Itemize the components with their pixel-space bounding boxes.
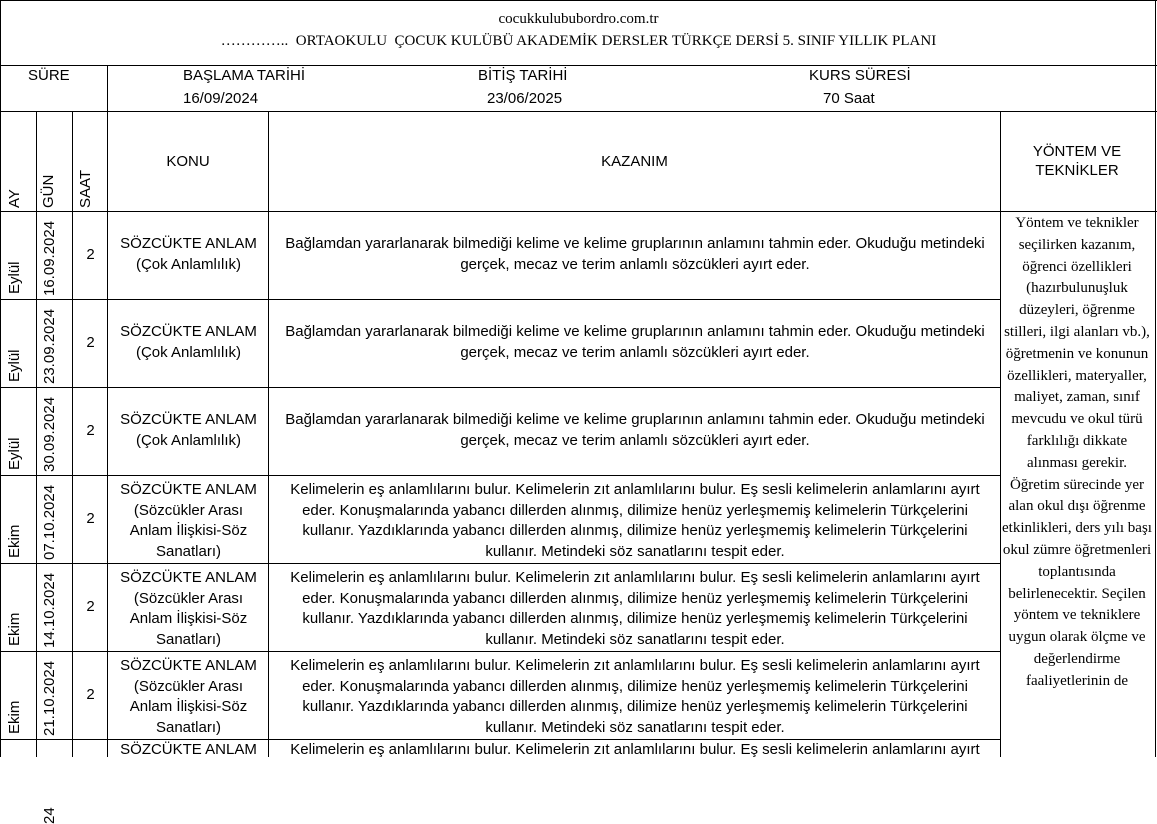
row-konu-line-4: Sanatları) xyxy=(155,718,222,736)
row-kazanim-line-4: kullanır. Metindeki söz sanatlarını tespit eder. xyxy=(485,542,785,560)
divider-header xyxy=(0,65,1157,66)
col-divider-kazanim xyxy=(1000,111,1001,757)
col-header-gun: GÜN xyxy=(40,174,57,208)
border-top xyxy=(0,0,1157,1)
course-label: KURS SÜRESİ xyxy=(809,67,911,84)
row-konu-line-4: Sanatları) xyxy=(155,630,222,648)
row-konu-line-3: Anlam İlişkisi-Söz xyxy=(129,522,248,539)
row-konu-line-2: (Çok Anlamlılık) xyxy=(135,343,242,361)
row-ay: Ekim xyxy=(6,612,23,646)
row-gun: 23.09.2024 xyxy=(41,308,58,384)
row-divider xyxy=(0,563,1000,564)
yontem-text: Yöntem ve teknikler seçilirken kazanım, öğrenci özellikleri (hazırbulunuşluk düzeyleri, öğrenme stilleri, ilgi alanları vb.), öğretmenin ve konunun özellikleri, materyaller, maliyet, zaman, sınıf mevcudu ve okul türü farklılığı dikkate alınması gerekir. Öğretim sürecinde yer alan okul dışı öğrenme etkinlikleri, ders yılı başı okul zümre öğretmenleri toplantısında belirlenecektir. Seçilen yöntem ve tekniklere uygun olarak ölçme ve değerlendirme faaliyetlerinin de xyxy=(1002,215,1152,689)
row-kazanim-line-2: eder. Konuşmalarında yabancı dillerden alınmış, dilimize henüz yerleşmemiş kelimelerin Türkçelerini xyxy=(302,589,968,607)
row-kazanim-line-2: eder. Konuşmalarında yabancı dillerden alınmış, dilimize henüz yerleşmemiş kelimelerin Türkçelerini xyxy=(302,677,968,695)
start-value: 16/09/2024 xyxy=(183,90,259,107)
row-kazanim-line-3: kullanır. Yazdıklarında yabancı dillerden alınmış, dilimize henüz yerleşmemiş kelimelerin Türkçelerini xyxy=(302,522,968,539)
site-name: cocukkulububordro.com.tr xyxy=(498,11,659,27)
row-kazanim-line-1: Bağlamdan yararlanarak bilmediği kelime ve kelime gruplarının anlamını tahmin eder. Okuduğu metindeki xyxy=(285,235,985,252)
row-saat: 2 xyxy=(86,422,95,439)
border-left xyxy=(0,0,1,757)
row-divider xyxy=(0,387,1000,388)
plan-title: ………….. ORTAOKULU ÇOCUK KULÜBÜ AKADEMİK DERSLER TÜRKÇE DERSİ 5. SINIF YILLIK PLANI xyxy=(220,33,937,49)
col-divider-ay xyxy=(36,111,37,757)
end-label: BİTİŞ TARİHİ xyxy=(478,67,568,84)
row-kazanim-line-2: gerçek, mecaz ve terim anlamlı sözcükleri ayırt eder. xyxy=(460,343,810,361)
row-kazanim-line-4: kullanır. Metindeki söz sanatlarını tespit eder. xyxy=(485,718,785,736)
col-header-konu: KONU xyxy=(166,153,210,170)
row-kazanim-line-3: kullanır. Yazdıklarında yabancı dillerden alınmış, dilimize henüz yerleşmemiş kelimelerin Türkçelerini xyxy=(302,698,968,715)
row-konu-line-2: (Sözcükler Arası xyxy=(133,501,244,519)
sure-label: SÜRE xyxy=(28,67,70,84)
border-right xyxy=(1155,0,1156,757)
row-konu-line-1: SÖZCÜKTE ANLAM xyxy=(120,657,257,674)
row-ay: Eylül xyxy=(6,261,23,294)
row-kazanim-line-2: gerçek, mecaz ve terim anlamlı sözcükleri ayırt eder. xyxy=(460,255,810,273)
row-kazanim-line-1: Kelimelerin eş anlamlılarını bulur. Kelimelerin zıt anlamlılarını bulur. Eş sesli kelimelerin anlamlarını ayırt xyxy=(290,569,980,586)
row-konu-line-3: Anlam İlişkisi-Söz xyxy=(129,610,248,627)
divider-col-header xyxy=(0,211,1157,212)
row-konu-line-1: SÖZCÜKTE ANLAM xyxy=(120,741,257,758)
row-konu-line-2: (Sözcükler Arası xyxy=(133,677,244,695)
row-ay: Ekim xyxy=(6,700,23,734)
row-gun: 14.10.2024 xyxy=(41,572,58,648)
row-konu-line-1: SÖZCÜKTE ANLAM xyxy=(120,481,257,498)
row-gun: 24 xyxy=(41,807,58,824)
row-gun: 07.10.2024 xyxy=(41,484,58,560)
row-ay: Eylül xyxy=(6,349,23,382)
row-gun: 21.10.2024 xyxy=(41,660,58,736)
row-gun: 30.09.2024 xyxy=(41,396,58,472)
row-divider xyxy=(0,299,1000,300)
row-konu-line-1: SÖZCÜKTE ANLAM xyxy=(120,569,257,586)
row-konu-line-2: (Çok Anlamlılık) xyxy=(135,431,242,449)
row-saat: 2 xyxy=(86,510,95,527)
col-header-yontem: YÖNTEM VE TEKNİKLER xyxy=(1032,143,1122,179)
row-konu-line-1: SÖZCÜKTE ANLAM xyxy=(120,235,257,252)
course-value: 70 Saat xyxy=(823,90,875,107)
row-kazanim-line-3: kullanır. Yazdıklarında yabancı dillerden alınmış, dilimize henüz yerleşmemiş kelimelerin Türkçelerini xyxy=(302,610,968,627)
row-konu-line-1: SÖZCÜKTE ANLAM xyxy=(120,411,257,428)
row-kazanim-line-2: eder. Konuşmalarında yabancı dillerden alınmış, dilimize henüz yerleşmemiş kelimelerin Türkçelerini xyxy=(302,501,968,519)
row-saat: 2 xyxy=(86,334,95,351)
end-value: 23/06/2025 xyxy=(487,90,563,107)
row-konu-line-2: (Çok Anlamlılık) xyxy=(135,255,242,273)
row-konu-line-4: Sanatları) xyxy=(155,542,222,560)
row-konu-line-1: SÖZCÜKTE ANLAM xyxy=(120,323,257,340)
row-saat: 2 xyxy=(86,686,95,703)
row-kazanim-line-4: kullanır. Metindeki söz sanatlarını tespit eder. xyxy=(485,630,785,648)
row-ay: Eylül xyxy=(6,437,23,470)
col-header-saat: SAAT xyxy=(77,169,94,208)
row-divider xyxy=(0,475,1000,476)
divider-info xyxy=(0,111,1157,112)
row-saat: 2 xyxy=(86,246,95,263)
col-header-ay: AY xyxy=(6,189,23,208)
row-gun: 16.09.2024 xyxy=(41,220,58,296)
start-label: BAŞLAMA TARİHİ xyxy=(183,67,305,84)
row-ay: Ekim xyxy=(6,524,23,558)
row-konu-line-2: (Sözcükler Arası xyxy=(133,589,244,607)
row-kazanim-line-1: Kelimelerin eş anlamlılarını bulur. Kelimelerin zıt anlamlılarını bulur. Eş sesli kelimelerin anlamlarını ayırt xyxy=(290,657,980,674)
row-kazanim-line-1: Kelimelerin eş anlamlılarını bulur. Kelimelerin zıt anlamlılarını bulur. Eş sesli kelimelerin anlamlarını ayırt xyxy=(290,741,980,758)
col-header-kazanim: KAZANIM xyxy=(601,153,668,170)
row-kazanim-line-1: Bağlamdan yararlanarak bilmediği kelime ve kelime gruplarının anlamını tahmin eder. Okuduğu metindeki xyxy=(285,323,985,340)
document-header xyxy=(0,0,1157,67)
row-kazanim-line-2: gerçek, mecaz ve terim anlamlı sözcükleri ayırt eder. xyxy=(460,431,810,449)
row-konu-line-3: Anlam İlişkisi-Söz xyxy=(129,698,248,715)
row-kazanim-line-1: Kelimelerin eş anlamlılarını bulur. Kelimelerin zıt anlamlılarını bulur. Eş sesli kelimelerin anlamlarını ayırt xyxy=(290,481,980,498)
row-divider xyxy=(0,651,1000,652)
row-saat: 2 xyxy=(86,598,95,615)
row-kazanim-line-1: Bağlamdan yararlanarak bilmediği kelime ve kelime gruplarının anlamını tahmin eder. Okuduğu metindeki xyxy=(285,411,985,428)
